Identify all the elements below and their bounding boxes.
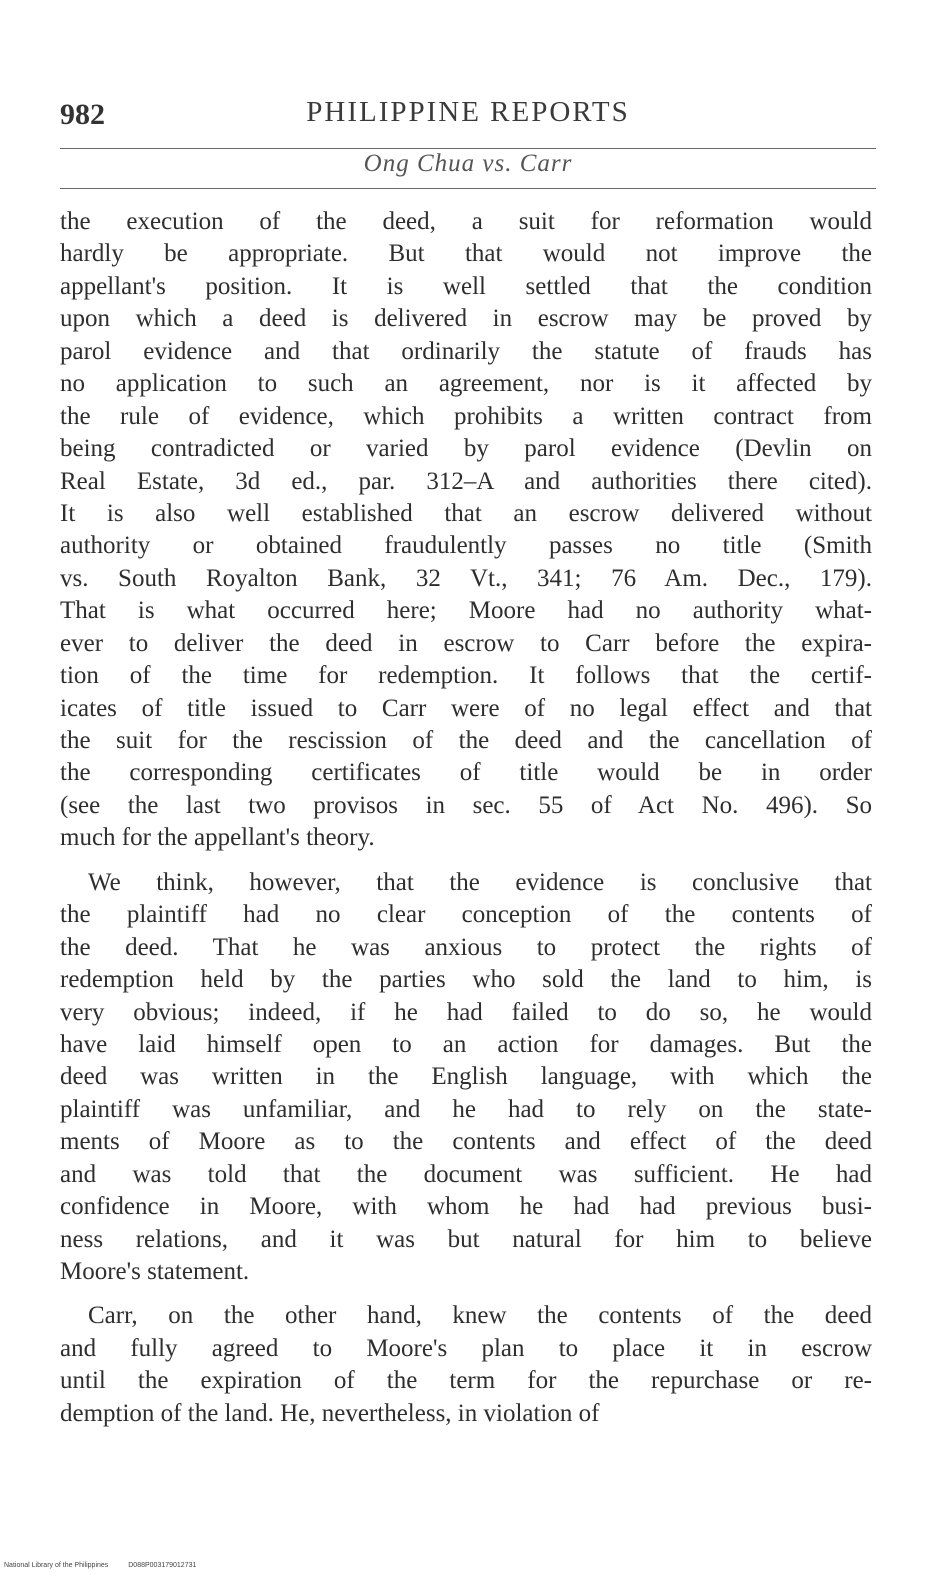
text-line: parol evidence and that ordinarily the statute of frauds has [60,337,872,365]
text-line: vs. South Royalton Bank, 32 Vt., 341; 76 Am. Dec., 179). [60,564,872,592]
text-line: much for the appellant's theory. [60,824,375,852]
text-line: until the expiration of the term for the repurchase or re- [60,1367,872,1395]
body-text [60,206,872,1430]
text-line: the deed. That he was anxious to protect the rights of [60,933,872,961]
text-line: It is also well established that an escrow delivered without [60,499,872,527]
text-line: icates of title issued to Carr were of no legal effect and that [60,694,872,722]
page-number: 982 [60,98,105,131]
footer-library: National Library of the Philippines [4,1562,109,1569]
text-line: the plaintiff had no clear conception of the contents of [60,901,872,929]
text-line: deed was written in the English language, with which the [60,1063,872,1091]
text-line: hardly be appropriate. But that would not improve the [60,240,872,268]
paragraph-gap [60,1288,872,1300]
paragraph [60,1300,872,1430]
text-line: (see the last two provisos in sec. 55 of Act No. 496). So [60,791,872,819]
text-line: Moore's statement. [60,1258,250,1285]
text-line: demption of the land. He, nevertheless, in violation of [60,1399,600,1427]
text-line: the rule of evidence, which prohibits a written contract from [60,402,872,430]
text-line: the suit for the rescission of the deed and the cancellation of [60,727,872,754]
running-title: PHILIPPINE REPORTS [306,96,630,128]
text-line: ever to deliver the deed in escrow to Carr before the expira- [60,629,872,657]
text-line: Real Estate, 3d ed., par. 312–A and authorities there cited). [60,467,872,495]
footer-identifier: D088P003179012731 [128,1562,197,1569]
text-line: the execution of the deed, a suit for reformation would [60,208,872,235]
header-rule-bottom [60,188,876,189]
text-line: authority or obtained fraudulently passes no title (Smith [60,532,872,560]
paragraph [60,206,872,855]
paragraph-gap [60,855,872,867]
text-line: upon which a deed is delivered in escrow may be proved by [60,305,872,333]
text-line: and fully agreed to Moore's plan to place it in escrow [60,1334,872,1362]
text-line: being contradicted or varied by parol evidence (Devlin on [60,435,872,463]
text-line: redemption held by the parties who sold the land to him, is [60,966,872,994]
text-line: have laid himself open to an action for damages. But the [60,1030,872,1058]
header-rule-top [60,148,876,149]
text-line: Carr, on the other hand, knew the contents of the deed [88,1302,872,1330]
text-line: plaintiff was unfamiliar, and he had to rely on the state- [60,1095,872,1123]
text-line: very obvious; indeed, if he had failed to do so, he would [60,998,872,1026]
text-line: no application to such an agreement, nor is it affected by [60,370,872,398]
text-line: We think, however, that the evidence is conclusive that [88,868,872,896]
scan-footer [4,1562,214,1569]
text-line: and was told that the document was sufficient. He had [60,1160,872,1188]
text-line: appellant's position. It is well settled that the condition [60,272,872,300]
text-line: confidence in Moore, with whom he had had previous busi- [60,1193,872,1221]
text-line: That is what occurred here; Moore had no authority what- [60,597,872,625]
text-line: the corresponding certificates of title would be in order [60,759,872,787]
text-line: tion of the time for redemption. It follows that the certif- [60,662,872,690]
paragraph [60,867,872,1289]
text-line: ments of Moore as to the contents and effect of the deed [60,1128,872,1156]
page-header [60,88,876,138]
text-line: ness relations, and it was but natural for him to believe [60,1225,872,1253]
case-title: Ong Chua vs. Carr [363,150,573,177]
